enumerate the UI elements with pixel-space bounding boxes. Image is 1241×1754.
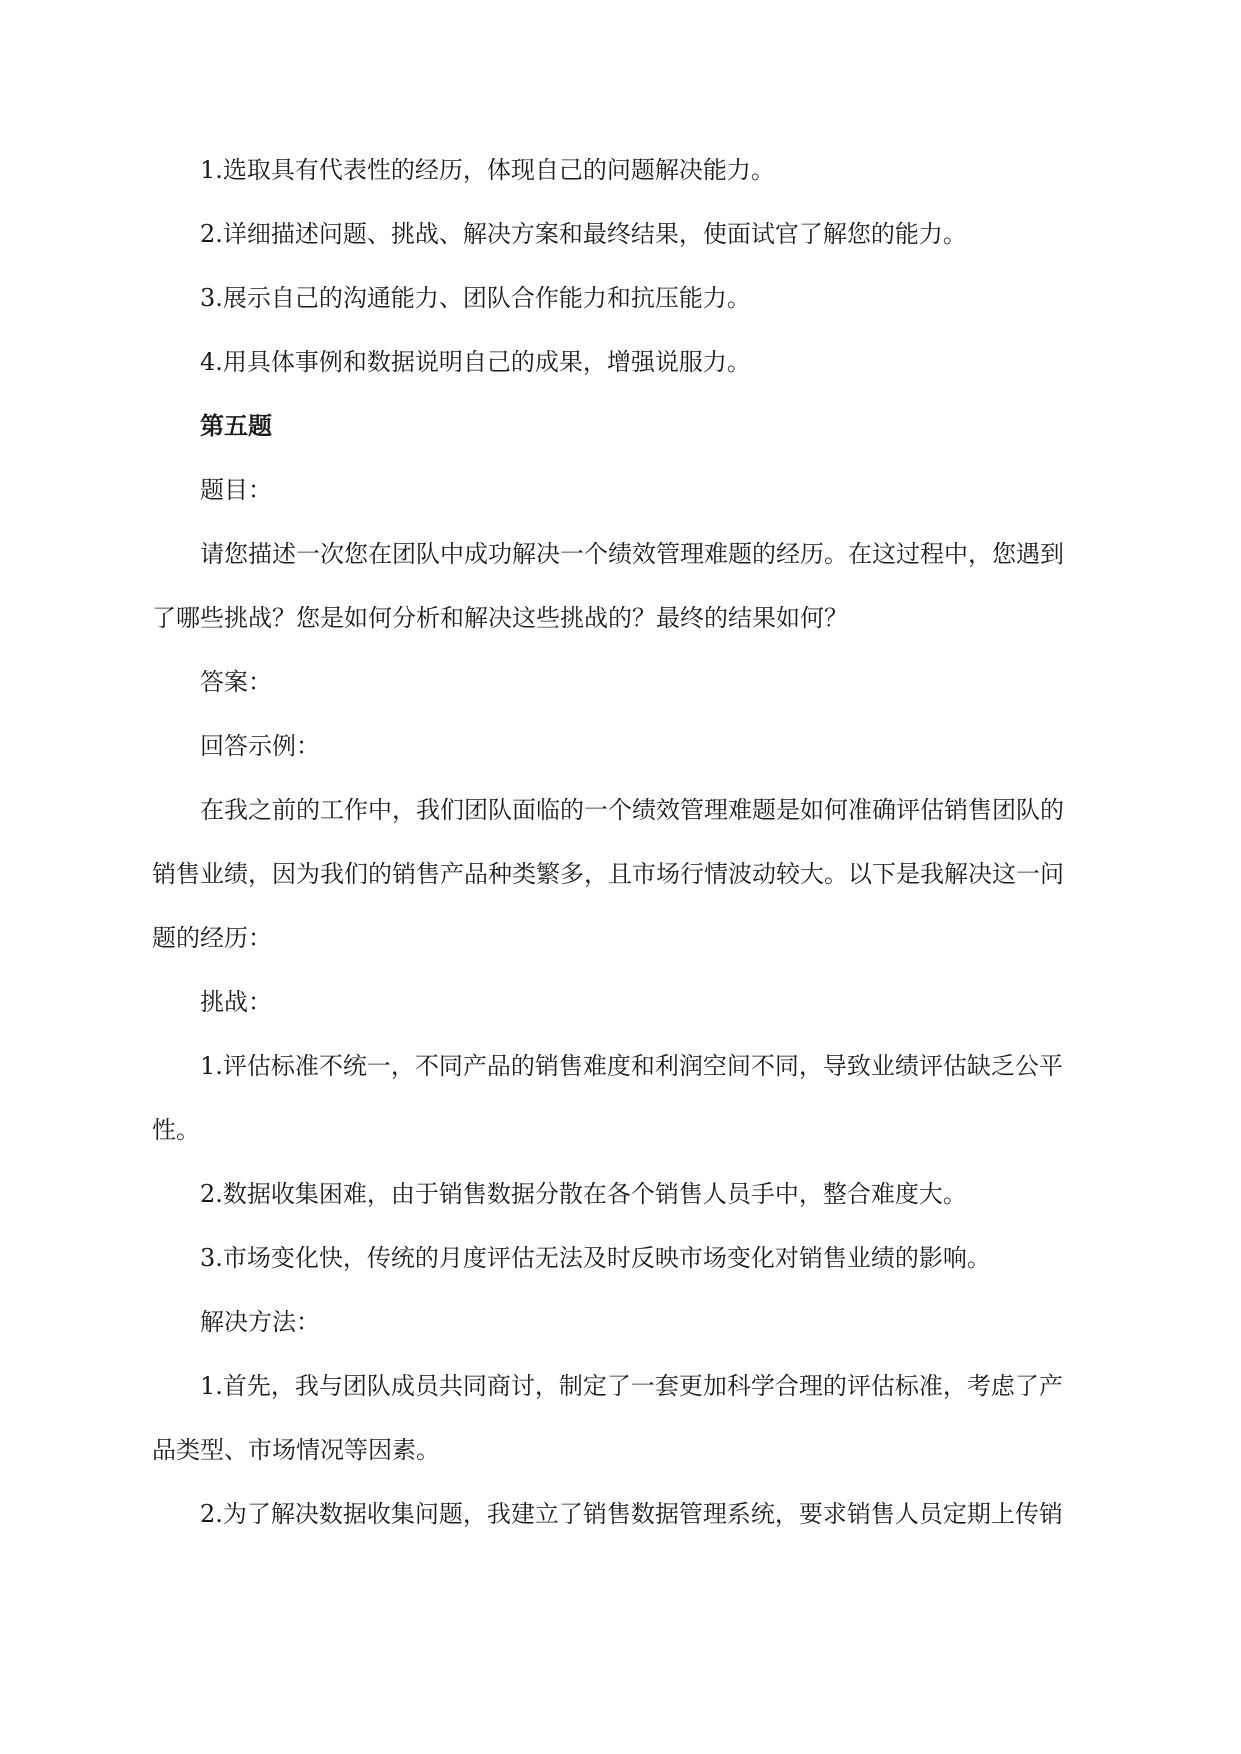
question-label: 题目： — [200, 476, 272, 504]
solution-2: 2.为了解决数据收集问题，我建立了销售数据管理系统，要求销售人员定期上传销 — [200, 1500, 1063, 1528]
paragraph-tip-3: 3.展示自己的沟通能力、团队合作能力和抗压能力。 — [200, 284, 751, 312]
challenge-1: 1.评估标准不统一，不同产品的销售难度和利润空间不同，导致业绩评估缺乏公平性。 — [152, 1052, 1063, 1144]
paragraph-tip-4: 4.用具体事例和数据说明自己的成果，增强说服力。 — [200, 348, 751, 376]
solutions-label: 解决方法： — [200, 1308, 320, 1336]
challenge-3: 3.市场变化快，传统的月度评估无法及时反映市场变化对销售业绩的影响。 — [200, 1244, 991, 1272]
solution-1: 1.首先，我与团队成员共同商讨，制定了一套更加科学合理的评估标准，考虑了产品类型、市场情况等因素。 — [152, 1372, 1063, 1464]
question-text: 请您描述一次您在团队中成功解决一个绩效管理难题的经历。在这过程中，您遇到了哪些挑战？您是如何分析和解决这些挑战的？最终的结果如何？ — [152, 540, 1064, 632]
challenge-2: 2.数据收集困难，由于销售数据分散在各个销售人员手中，整合难度大。 — [200, 1180, 967, 1208]
challenges-label: 挑战： — [200, 988, 272, 1016]
answer-label: 答案： — [200, 668, 272, 696]
document-body — [152, 138, 1086, 1546]
section-heading: 第五题 — [200, 411, 272, 440]
paragraph-tip-1: 1.选取具有代表性的经历，体现自己的问题解决能力。 — [200, 156, 775, 184]
example-intro: 在我之前的工作中，我们团队面临的一个绩效管理难题是如何准确评估销售团队的销售业绩，因为我们的销售产品种类繁多，且市场行情波动较大。以下是我解决这一问题的经历： — [152, 796, 1064, 952]
paragraph-tip-2: 2.详细描述问题、挑战、解决方案和最终结果，使面试官了解您的能力。 — [200, 220, 967, 248]
example-label: 回答示例： — [200, 732, 320, 760]
